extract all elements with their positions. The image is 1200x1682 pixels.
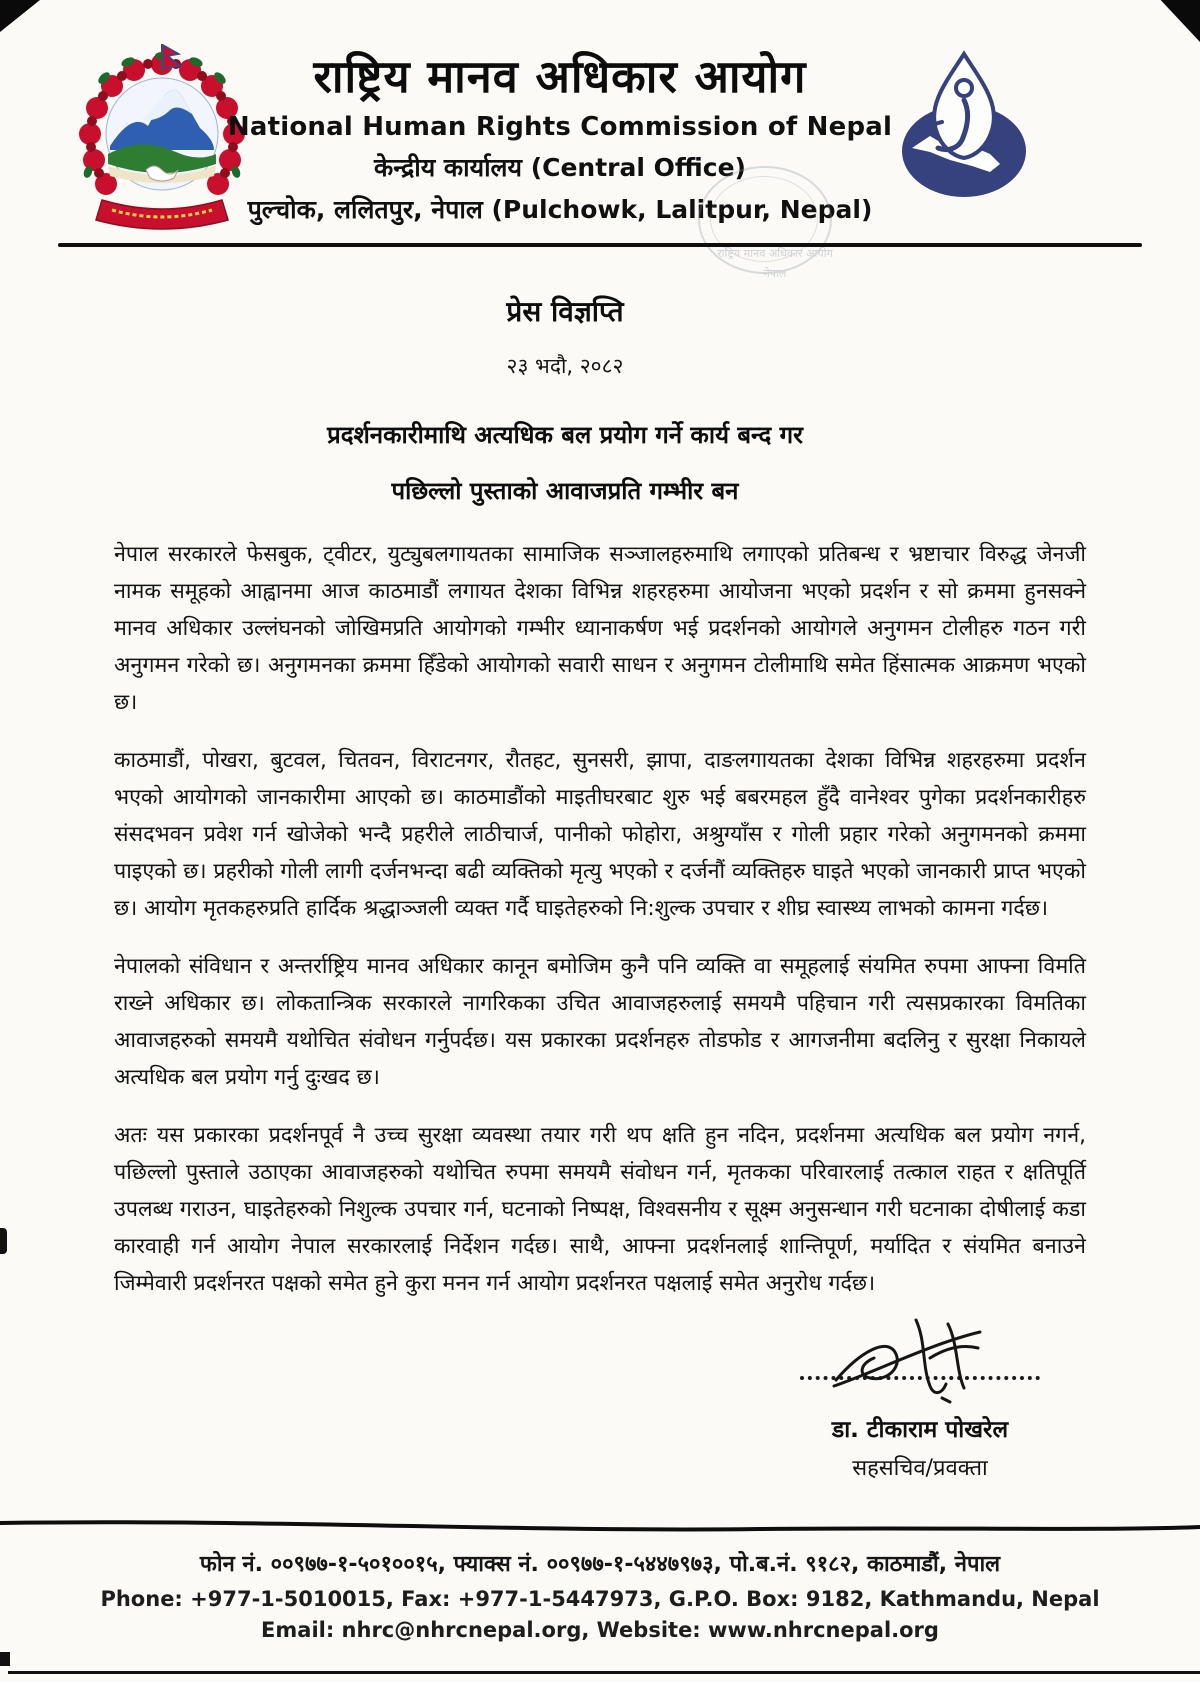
stamp-text-bottom: नेपाल bbox=[763, 267, 787, 280]
scan-corner-mark-bottom-left bbox=[0, 1652, 10, 1666]
signature-line bbox=[790, 1332, 1050, 1398]
stamp-text: राष्ट्रिय मानव अधिकार आयोग bbox=[717, 247, 833, 260]
letterhead-text bbox=[225, 52, 895, 226]
nhrc-flame-hand-logo bbox=[878, 48, 1044, 200]
paragraph-1: नेपाल सरकारले फेसबुक, ट्वीटर, युट्युबलगायतका सामाजिक सञ्जालहरुमाथि लगाएको प्रतिबन्ध र भ्रष्टाचार विरुद्ध जेनजी नामक समूहको आह्वानमा आज काठमाडौं लगायत देशका विभिन्न शहरहरुमा आयोजना भएको प्रदर्शन र सो क्रममा हुनसक्ने मानव अधिकार उल्लंघनको जोखिमप्रति आयोगको गम्भीर ध्यानाकर्षण भई प्रदर्शनको आयोगले अनुगमन टोलीहरु गठन गरी अनुगमन गरेको छ। अनुगमनका क्रममा हिँडेको आयोगको सवारी साधन र अनुगमन टोलीमाथि समेत हिंसात्मक आक्रमण भएको छ। bbox=[114, 542, 1086, 715]
scan-bottom-edge-line bbox=[8, 1671, 1200, 1674]
paragraph-3: नेपालको संविधान र अन्तर्राष्ट्रिय मानव अधिकार कानून बमोजिम कुनै पनि व्यक्ति वा समूहलाई संयमित रुपमा आफ्ना विमति राख्ने अधिकार छ। लोकतान्त्रिक सरकारले नागरिकका उचित आवाजहरुलाई समयमै पहिचान गरी त्यसप्रकारका विमतिका आवाजहरुको समयमै यथोचित संवोधन गर्नुपर्दछ। यस प्रकारका प्रदर्शनहरु तोडफोड र आगजनीमा बदलिनु र सुरक्षा निकायले अत्यधिक बल प्रयोग गर्नु दुःखद छ। bbox=[114, 954, 1086, 1090]
footer-line-nepali: फोन नं. ००९७७-१-५०१००१५, फ्याक्स नं. ००९७७-१-५४४७९७३, पो.ब.नं. ९१८२, काठमाडौं, नेपाल bbox=[199, 1552, 1001, 1577]
handwritten-signature bbox=[830, 1314, 1000, 1409]
letterhead bbox=[0, 0, 1200, 280]
org-title-english: National Human Rights Commission of Nepal bbox=[227, 111, 893, 142]
header-divider-line bbox=[58, 243, 1142, 247]
headline-secondary: पछिल्लो पुस्ताको आवाजप्रति गम्भीर बन bbox=[391, 477, 739, 505]
footer-line-email-website: Email: nhrc@nhrcnepal.org, Website: www.nhrcnepal.org bbox=[261, 1618, 939, 1642]
press-release-title: प्रेस विज्ञप्ति bbox=[506, 295, 624, 328]
org-title-nepali: राष्ट्रिय मानव अधिकार आयोग bbox=[313, 50, 807, 103]
footer-divider-line bbox=[0, 1516, 1200, 1538]
central-office-line: केन्द्रीय कार्यालय (Central Office) bbox=[374, 152, 746, 182]
motto-ribbon bbox=[96, 200, 228, 229]
signature-block bbox=[790, 1332, 1050, 1482]
address-line: पुल्चोक, ललितपुर, नेपाल (Pulchowk, Lalitpur, Nepal) bbox=[247, 194, 873, 224]
headline-primary: प्रदर्शनकारीमाथि अत्यधिक बल प्रयोग गर्ने कार्य बन्द गर bbox=[327, 421, 803, 449]
signatory-name: डा. टीकाराम पोखरेल bbox=[831, 1417, 1009, 1443]
footer-contact bbox=[0, 1548, 1200, 1642]
paragraph-4: अतः यस प्रकारका प्रदर्शनपूर्व नै उच्च सुरक्षा व्यवस्था तयार गरी थप क्षति हुन नदिन, प्रदर्शनमा अत्यधिक बल प्रयोग नगर्न, पछिल्लो पुस्ताले उठाएका आवाजहरुको यथोचित रुपमा समयमै संवोधन गर्न, मृतकका परिवारलाई तत्काल राहत र क्षतिपूर्ति उपलब्ध गराउन, घाइतेहरुको निशुल्क उपचार गर्न, घटनाको निष्पक्ष, विश्वसनीय र सूक्ष्म अनुसन्धान गरी घटनाका दोषीलाई कडा कारवाही गर्न आयोग नेपाल सरकारलाई निर्देशन गर्दछ। साथै, आफ्ना प्रदर्शनलाई शान्तिपूर्ण, मर्यादित र संयमित बनाउने जिम्मेवारी प्रदर्शनरत पक्षको समेत हुने कुरा मनन गर्न आयोग प्रदर्शनरत पक्षलाई समेत अनुरोध गर्दछ। bbox=[114, 1123, 1086, 1296]
scan-edge-mark-left bbox=[0, 1228, 7, 1254]
paragraph-2: काठमाडौं, पोखरा, बुटवल, चितवन, विराटनगर, रौतहट, सुनसरी, झापा, दाङलगायतका देशका विभिन्न शहरहरुमा प्रदर्शन भएको आयोगको जानकारीमा आएको छ। काठमाडौंको माइतीघरबाट शुरु भई बबरमहल हुँदै वानेश्वर पुगेका प्रदर्शनकारीहरु संसदभवन प्रवेश गर्न खोजेको भन्दै प्रहरीले लाठीचार्ज, पानीको फोहोरा, अश्रुग्याँस र गोली प्रहार गरेको अनुगमनको क्रममा पाइएको छ। प्रहरीको गोली लागी दर्जनभन्दा बढी व्यक्तिको मृत्यु भएको र दर्जनौं व्यक्तिहरु घाइते भएको जानकारी प्राप्त भएको छ। आयोग मृतकहरुप्रति हार्दिक श्रद्धाञ्जली व्यक्त गर्दै घाइतेहरुको नि:शुल्क उपचार र शीघ्र स्वास्थ्य लाभको कामना गर्दछ। bbox=[114, 748, 1086, 921]
emblem-landscape bbox=[106, 78, 218, 190]
signatory-designation: सहसचिव/प्रवक्ता bbox=[852, 1456, 988, 1481]
press-release-date: २३ भदौ, २०८२ bbox=[506, 354, 624, 378]
footer-line-english: Phone: +977-1-5010015, Fax: +977-1-5447973, G.P.O. Box: 9182, Kathmandu, Nepal bbox=[100, 1587, 1100, 1611]
press-release-body bbox=[114, 536, 1086, 1323]
